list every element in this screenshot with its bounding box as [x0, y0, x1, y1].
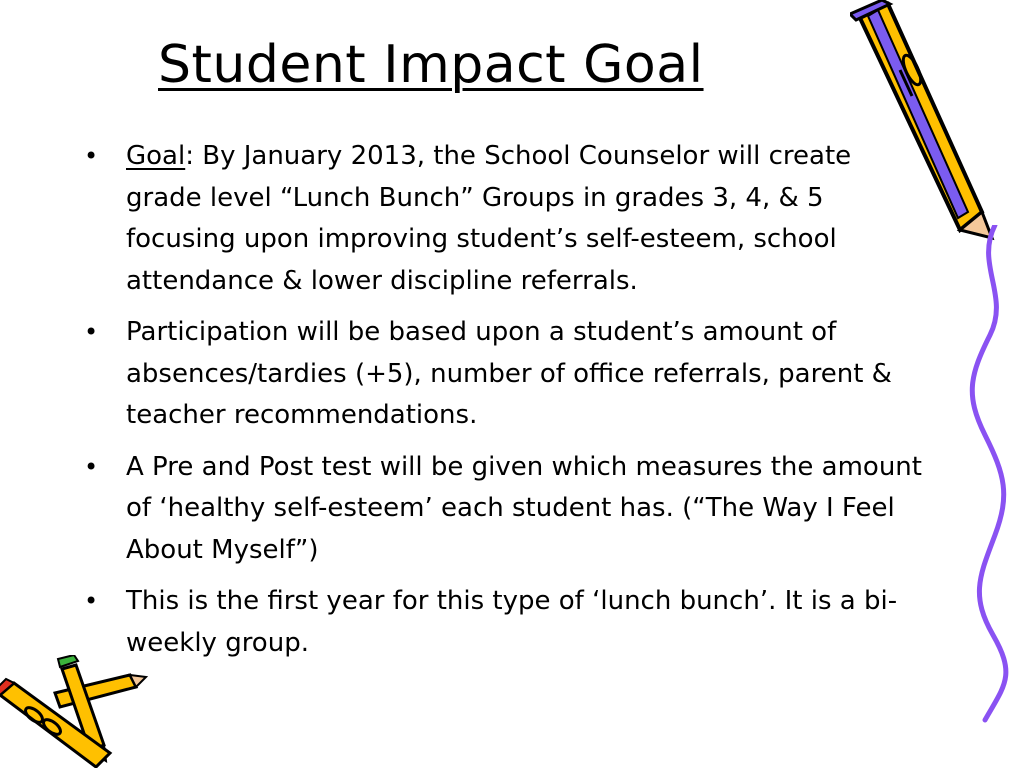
list-item [84, 312, 924, 437]
slide-title-text: Student Impact Goal [158, 35, 704, 95]
wavy-line-decoration [955, 225, 1015, 725]
bullet-text: : By January 2013, the School Counselor will create grade level “Lunch Bunch” Groups in grades 3, 4, & 5 focusing upon improving student’s self-esteem, school attendance & lower discipline referrals. [126, 141, 852, 296]
list-item [84, 447, 924, 572]
bullet-marker: • [84, 142, 99, 170]
bullet-marker: • [84, 452, 99, 481]
slide-title [158, 30, 778, 100]
list-item [84, 581, 924, 664]
goal-label: Goal [126, 141, 186, 171]
bullet-marker: • [84, 587, 99, 615]
bullet-text: This is the first year for this type of ‘lunch bunch’. It is a bi-weekly group. [126, 586, 898, 658]
bullet-marker: • [84, 318, 99, 346]
bullet-text: A Pre and Post test will be given which measures the amount of ‘healthy self-esteem’ each student has. (“The Way I Feel About Myself”) [126, 451, 922, 565]
bullet-text: Participation will be based upon a student’s amount of absences/tardies (+5), number of office referrals, parent & teacher recommendations. [126, 317, 892, 430]
list-item [84, 136, 924, 302]
bullet-list [84, 136, 924, 674]
